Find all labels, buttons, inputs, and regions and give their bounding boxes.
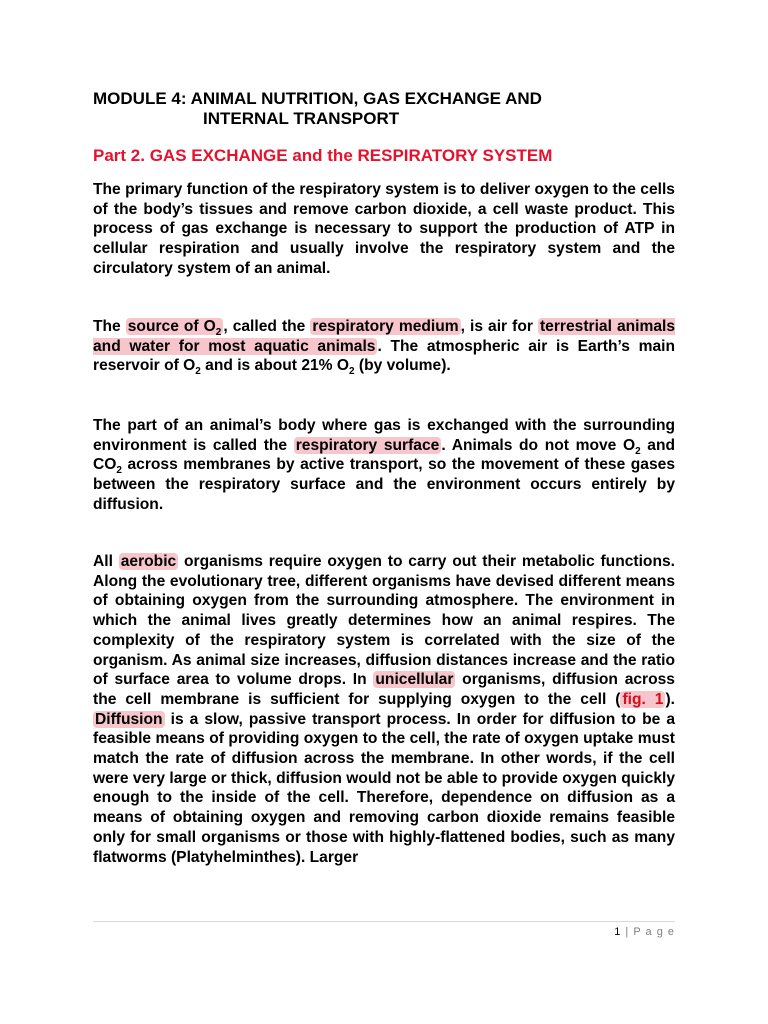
p3-text-3: and CO <box>93 436 675 474</box>
paragraph-4 <box>93 552 675 867</box>
highlight-source-of-o2 <box>126 318 224 339</box>
paragraph-2 <box>93 317 675 376</box>
p2-text-2: , called the <box>223 318 311 335</box>
p2-text-6: (by volume). <box>354 357 451 375</box>
highlight-diffusion: Diffusion <box>95 710 163 728</box>
p2-text-5: and is about 21% O <box>200 357 349 375</box>
highlight-aerobic: aerobic <box>120 553 177 570</box>
p4-text-1: All <box>93 553 119 570</box>
module-heading-line2: INTERNAL TRANSPORT <box>203 109 400 128</box>
subscript-2: 2 <box>349 366 355 378</box>
p4-text-5: is a slow, passive transport process. In order for diffusion to be a feasible means of providing oxygen to the cell, the rate of oxygen uptake must match the rate of diffusion across the membrane. In other words, if the cell were very large or thick, diffusion would not be able to provide oxygen quickly enough to the inside of the cell. Therefore, dependence on diffusion as a means of obtaining oxygen and removing carbon dioxide remains feasible only for small organisms or those with highly-flattened bodies, such as many flatworms (Platyhelminthes). Larger <box>93 710 675 866</box>
part-heading: Part 2. GAS EXCHANGE and the RESPIRATORY SYSTEM <box>93 146 553 165</box>
page-number: 1 <box>614 926 622 938</box>
p3-text-2: . Animals do not move O <box>441 436 636 454</box>
highlight-unicellular: unicellular <box>375 671 454 689</box>
p2-text-4: . The atmospheric air is Earth’s main reservoir of O <box>93 337 675 375</box>
p4-text-4: ). <box>665 690 675 708</box>
module-heading-line1: MODULE 4: ANIMAL NUTRITION, GAS EXCHANGE AND <box>93 89 542 108</box>
subscript-2: 2 <box>116 465 122 477</box>
highlight-respiratory-surface: respiratory surface <box>295 436 440 454</box>
highlight-respiratory-medium: respiratory medium <box>312 318 459 335</box>
footer-separator: | <box>621 926 634 938</box>
page-footer <box>560 926 675 938</box>
module-heading <box>93 89 693 129</box>
highlight-fig-1: fig. 1 <box>622 690 664 708</box>
p2-text-3: , is air for <box>460 318 538 335</box>
paragraph-3 <box>93 416 675 515</box>
highlight-terrestrial-aquatic: terrestrial animals and water for most aquatic animals <box>93 318 676 355</box>
footer-divider <box>93 921 675 922</box>
subscript-2: 2 <box>635 445 641 457</box>
p4-text-3: organisms, diffusion across the cell membrane is sufficient for supplying oxygen to the cell ( <box>93 671 675 708</box>
subscript-2: 2 <box>215 327 222 339</box>
p4-text-2: organisms require oxygen to carry out their metabolic functions. Along the evolutionary tree, different organisms have devised different means of obtaining oxygen from the surrounding atmosphere. The environment in which the animal lives greatly determines how an animal respires. The complexity of the respiratory system is correlated with the size of the organism. As animal size increases, diffusion distances increase and the ratio of surface area to volume drops. In <box>93 553 675 689</box>
highlight-source-text: source of O <box>127 318 216 335</box>
paragraph-1: The primary function of the respiratory system is to deliver oxygen to the cells of the body’s tissues and remove carbon dioxide, a cell waste product. This process of gas exchange is necessary to support the production of ATP in cellular respiration and usually involve the respiratory system and the circulatory system of an animal. <box>93 181 675 277</box>
p2-text-1: The <box>93 318 126 335</box>
p3-text-4: across membranes by active transport, so the movement of these gases between the respiratory surface and the environment occurs entirely by diffusion. <box>93 456 675 513</box>
subscript-2: 2 <box>195 366 201 378</box>
page-label: P a g e <box>633 926 675 938</box>
p3-text-1: The part of an animal’s body where gas is exchanged with the surrounding environment is called the <box>93 417 675 454</box>
